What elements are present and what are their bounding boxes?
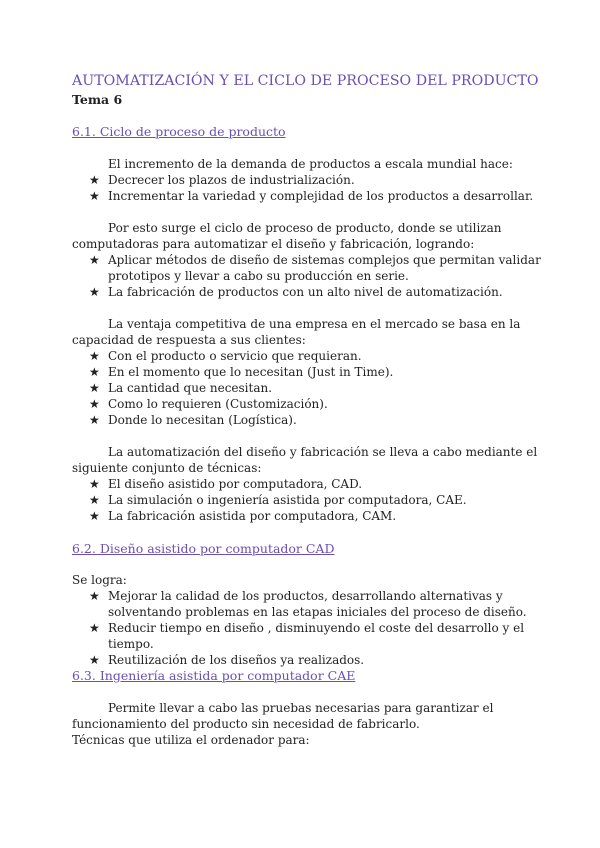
list-item bbox=[72, 620, 542, 652]
paragraph: Se logra: bbox=[72, 573, 127, 587]
section-heading-6-3: 6.3. Ingeniería asistida por computador CAE bbox=[72, 668, 356, 683]
star-bullet-icon: ★ bbox=[89, 349, 100, 363]
document-title: AUTOMATIZACIÓN Y EL CICLO DE PROCESO DEL PRODUCTO bbox=[72, 73, 539, 89]
list-item bbox=[72, 492, 542, 508]
list-item bbox=[72, 412, 542, 428]
list-item-text: Con el producto o servicio que requieran. bbox=[108, 349, 362, 363]
bullet-list bbox=[72, 172, 542, 204]
paragraph: Técnicas que utiliza el ordenador para: bbox=[72, 733, 310, 747]
star-bullet-icon: ★ bbox=[89, 253, 100, 267]
list-item-text: La cantidad que necesitan. bbox=[108, 381, 273, 395]
paragraph: La automatización del diseño y fabricación se lleva a cabo mediante el siguiente conjunto de técnicas: bbox=[72, 445, 538, 475]
list-item-text: En el momento que lo necesitan (Just in Time). bbox=[108, 365, 394, 379]
star-bullet-icon: ★ bbox=[89, 493, 100, 507]
star-bullet-icon: ★ bbox=[89, 189, 100, 203]
star-bullet-icon: ★ bbox=[89, 589, 100, 603]
list-item-text: Aplicar métodos de diseño de sistemas complejos que permitan validar prototipos y llevar a cabo su producción en serie. bbox=[108, 253, 541, 283]
list-item-text: Reutilización de los diseños ya realizados. bbox=[108, 653, 365, 667]
list-item-text: Donde lo necesitan (Logística). bbox=[108, 413, 297, 427]
list-item bbox=[72, 188, 542, 204]
bullet-list bbox=[72, 252, 542, 300]
list-item bbox=[72, 508, 542, 524]
bullet-list bbox=[72, 476, 542, 524]
list-item bbox=[72, 348, 542, 364]
list-item-text: Decrecer los plazos de industrialización. bbox=[108, 173, 355, 187]
list-item-text: El diseño asistido por computadora, CAD. bbox=[108, 477, 363, 491]
list-item-text: Reducir tiempo en diseño , disminuyendo el coste del desarrollo y el tiempo. bbox=[108, 621, 525, 651]
list-item bbox=[72, 396, 542, 412]
star-bullet-icon: ★ bbox=[89, 365, 100, 379]
star-bullet-icon: ★ bbox=[89, 285, 100, 299]
star-bullet-icon: ★ bbox=[89, 173, 100, 187]
list-item-text: Mejorar la calidad de los productos, desarrollando alternativas y solventando problemas en las etapas iniciales del proceso de diseño. bbox=[108, 589, 527, 619]
list-item-text: La fabricación de productos con un alto nivel de automatización. bbox=[108, 285, 503, 299]
list-item bbox=[72, 588, 542, 620]
star-bullet-icon: ★ bbox=[89, 381, 100, 395]
star-bullet-icon: ★ bbox=[89, 413, 100, 427]
star-bullet-icon: ★ bbox=[89, 621, 100, 635]
star-bullet-icon: ★ bbox=[89, 397, 100, 411]
list-item-text: La fabricación asistida por computadora, CAM. bbox=[108, 509, 397, 523]
paragraph: La ventaja competitiva de una empresa en el mercado se basa en la capacidad de respuesta a sus clientes: bbox=[72, 317, 521, 347]
star-bullet-icon: ★ bbox=[89, 653, 100, 667]
section-heading-6-2: 6.2. Diseño asistido por computador CAD bbox=[72, 541, 335, 556]
list-item-text: Como lo requieren (Customización). bbox=[108, 397, 328, 411]
list-item-text: La simulación o ingeniería asistida por computadora, CAE. bbox=[108, 493, 467, 507]
paragraph: El incremento de la demanda de productos a escala mundial hace: bbox=[108, 157, 513, 171]
list-item bbox=[72, 652, 542, 668]
list-item bbox=[72, 252, 542, 284]
list-item bbox=[72, 364, 542, 380]
section-heading-6-1: 6.1. Ciclo de proceso de producto bbox=[72, 124, 286, 139]
list-item bbox=[72, 380, 542, 396]
document-subtitle: Tema 6 bbox=[72, 92, 123, 107]
list-item bbox=[72, 172, 542, 188]
list-item-text: Incrementar la variedad y complejidad de los productos a desarrollar. bbox=[108, 189, 534, 203]
list-item bbox=[72, 476, 542, 492]
bullet-list bbox=[72, 588, 542, 668]
star-bullet-icon: ★ bbox=[89, 477, 100, 491]
paragraph: Por esto surge el ciclo de proceso de producto, donde se utilizan computadoras para automatizar el diseño y fabricación, logrando: bbox=[72, 221, 502, 251]
list-item bbox=[72, 284, 542, 300]
paragraph: Permite llevar a cabo las pruebas necesarias para garantizar el funcionamiento del producto sin necesidad de fabricarlo. bbox=[72, 701, 494, 731]
bullet-list bbox=[72, 348, 542, 428]
star-bullet-icon: ★ bbox=[89, 509, 100, 523]
